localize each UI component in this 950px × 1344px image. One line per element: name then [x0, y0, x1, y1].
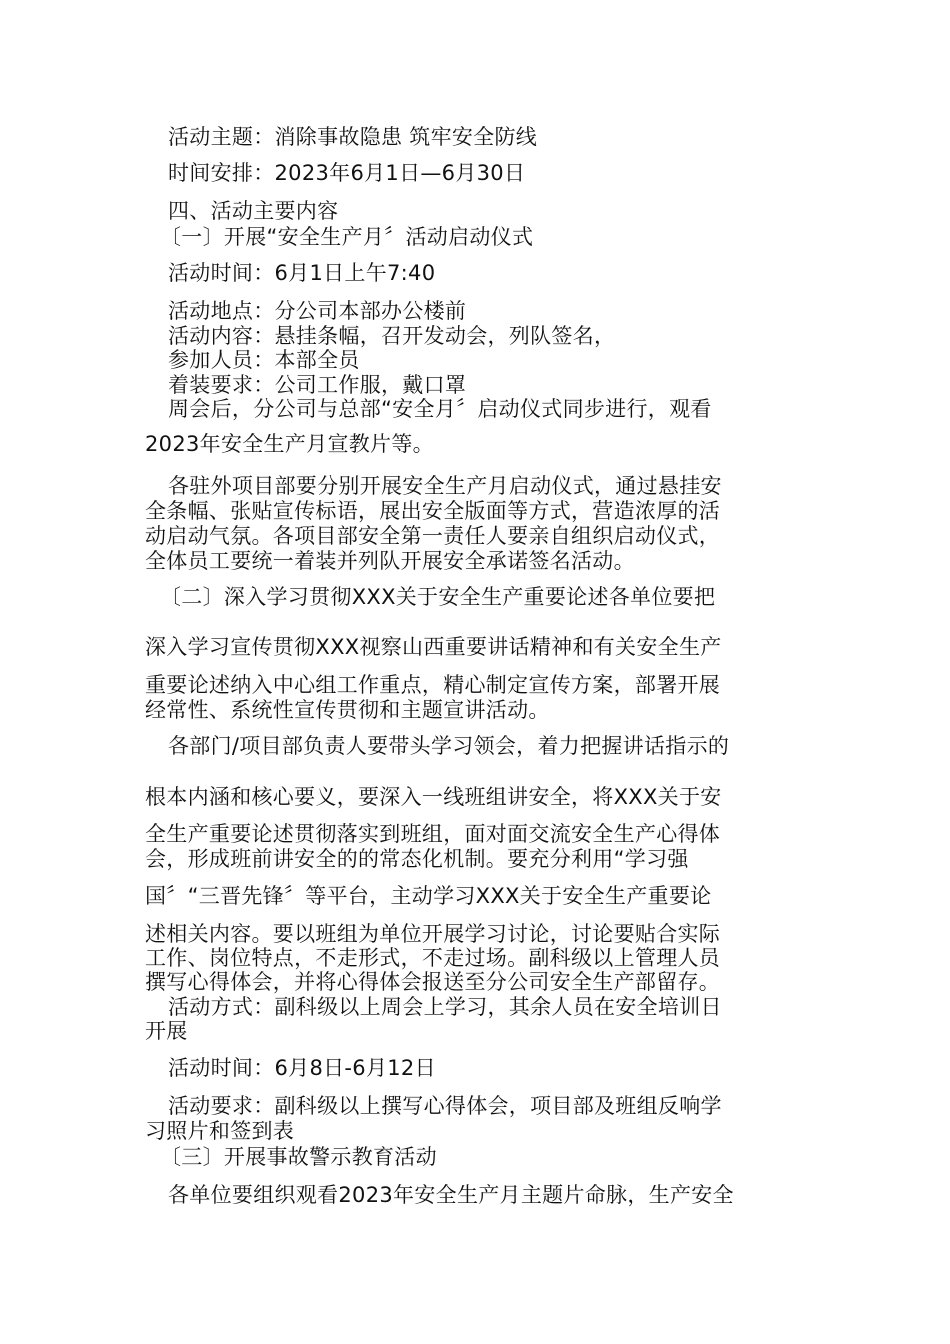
text-line: 各单位要组织观看2023年安全生产月主题片命脉，生产安全	[168, 1183, 734, 1207]
text-line: 根本内涵和核心要义，要深入一线班组讲安全，将XXX关于安	[145, 785, 722, 809]
text-line: 撰写心得体会，并将心得体会报送至分公司安全生产部留存。	[145, 970, 721, 994]
text-line: 活动要求：副科级以上撰写心得体会，项目部及班组反响学	[168, 1094, 722, 1118]
text-line: 着装要求：公司工作服，戴口罩	[168, 373, 467, 397]
text-line: 会，形成班前讲安全的的常态化机制。要充分利用“学习强	[145, 847, 689, 871]
text-line: 〔一〕开展“安全生产月〞活动启动仪式	[160, 225, 534, 249]
text-line: 各驻外项目部要分别开展安全生产月启动仪式，通过悬挂安	[168, 474, 722, 498]
text-line: 〔三〕开展事故警示教育活动	[160, 1145, 437, 1169]
text-line: 活动内容：悬挂条幅，召开发动会，列队签名，	[168, 324, 616, 348]
text-line: 经常性、系统性宣传贯彻和主题宣讲活动。	[145, 698, 550, 722]
text-line: 参加人员：本部全员	[168, 348, 360, 372]
text-line: 述相关内容。要以班组为单位开展学习讨论，讨论要贴合实际	[145, 922, 721, 946]
text-line: 工作、岗位特点，不走形式，不走过场。副科级以上管理人员	[145, 946, 721, 970]
text-line: 深入学习宣传贯彻XXX视察山西重要讲话精神和有关安全生产	[145, 635, 722, 659]
text-line: 活动主题：消除事故隐患 筑牢安全防线	[168, 125, 538, 149]
text-line: 时间安排：2023年6月1日—6月30日	[168, 161, 526, 185]
text-line: 动启动气氛。各项目部安全第一责任人要亲自组织启动仪式，	[145, 524, 721, 548]
text-line: 全体员工要统一着装并列队开展安全承诺签名活动。	[145, 549, 635, 573]
text-line: 重要论述纳入中心组工作重点，精心制定宣传方案，部署开展	[145, 673, 721, 697]
text-line: 习照片和签到表	[145, 1119, 295, 1143]
text-line: 国〞“三晋先锋〞等平台，主动学习XXX关于安全生产重要论	[145, 884, 712, 908]
text-line: 全条幅、张贴宣传标语，展出安全版面等方式，营造浓厚的活	[145, 499, 721, 523]
text-line: 活动地点：分公司本部办公楼前	[168, 299, 467, 323]
text-line: 周会后，分公司与总部“安全月〞启动仪式同步进行，观看	[168, 397, 712, 421]
text-line: 活动方式：副科级以上周会上学习，其余人员在安全培训日	[168, 995, 722, 1019]
text-line: 全生产重要论述贯彻落实到班组，面对面交流安全生产心得体	[145, 822, 721, 846]
text-line: 活动时间：6月1日上午7:40	[168, 261, 436, 285]
text-line: 2023年安全生产月宣教片等。	[145, 432, 434, 456]
text-line: 〔二〕深入学习贯彻XXX关于安全生产重要论述各单位要把	[160, 585, 716, 609]
text-line: 开展	[145, 1019, 188, 1043]
text-line: 四、活动主要内容	[168, 199, 339, 223]
text-line: 活动时间：6月8日-6月12日	[168, 1056, 436, 1080]
text-line: 各部门/项目部负责人要带头学习领会，着力把握讲话指示的	[168, 734, 730, 758]
